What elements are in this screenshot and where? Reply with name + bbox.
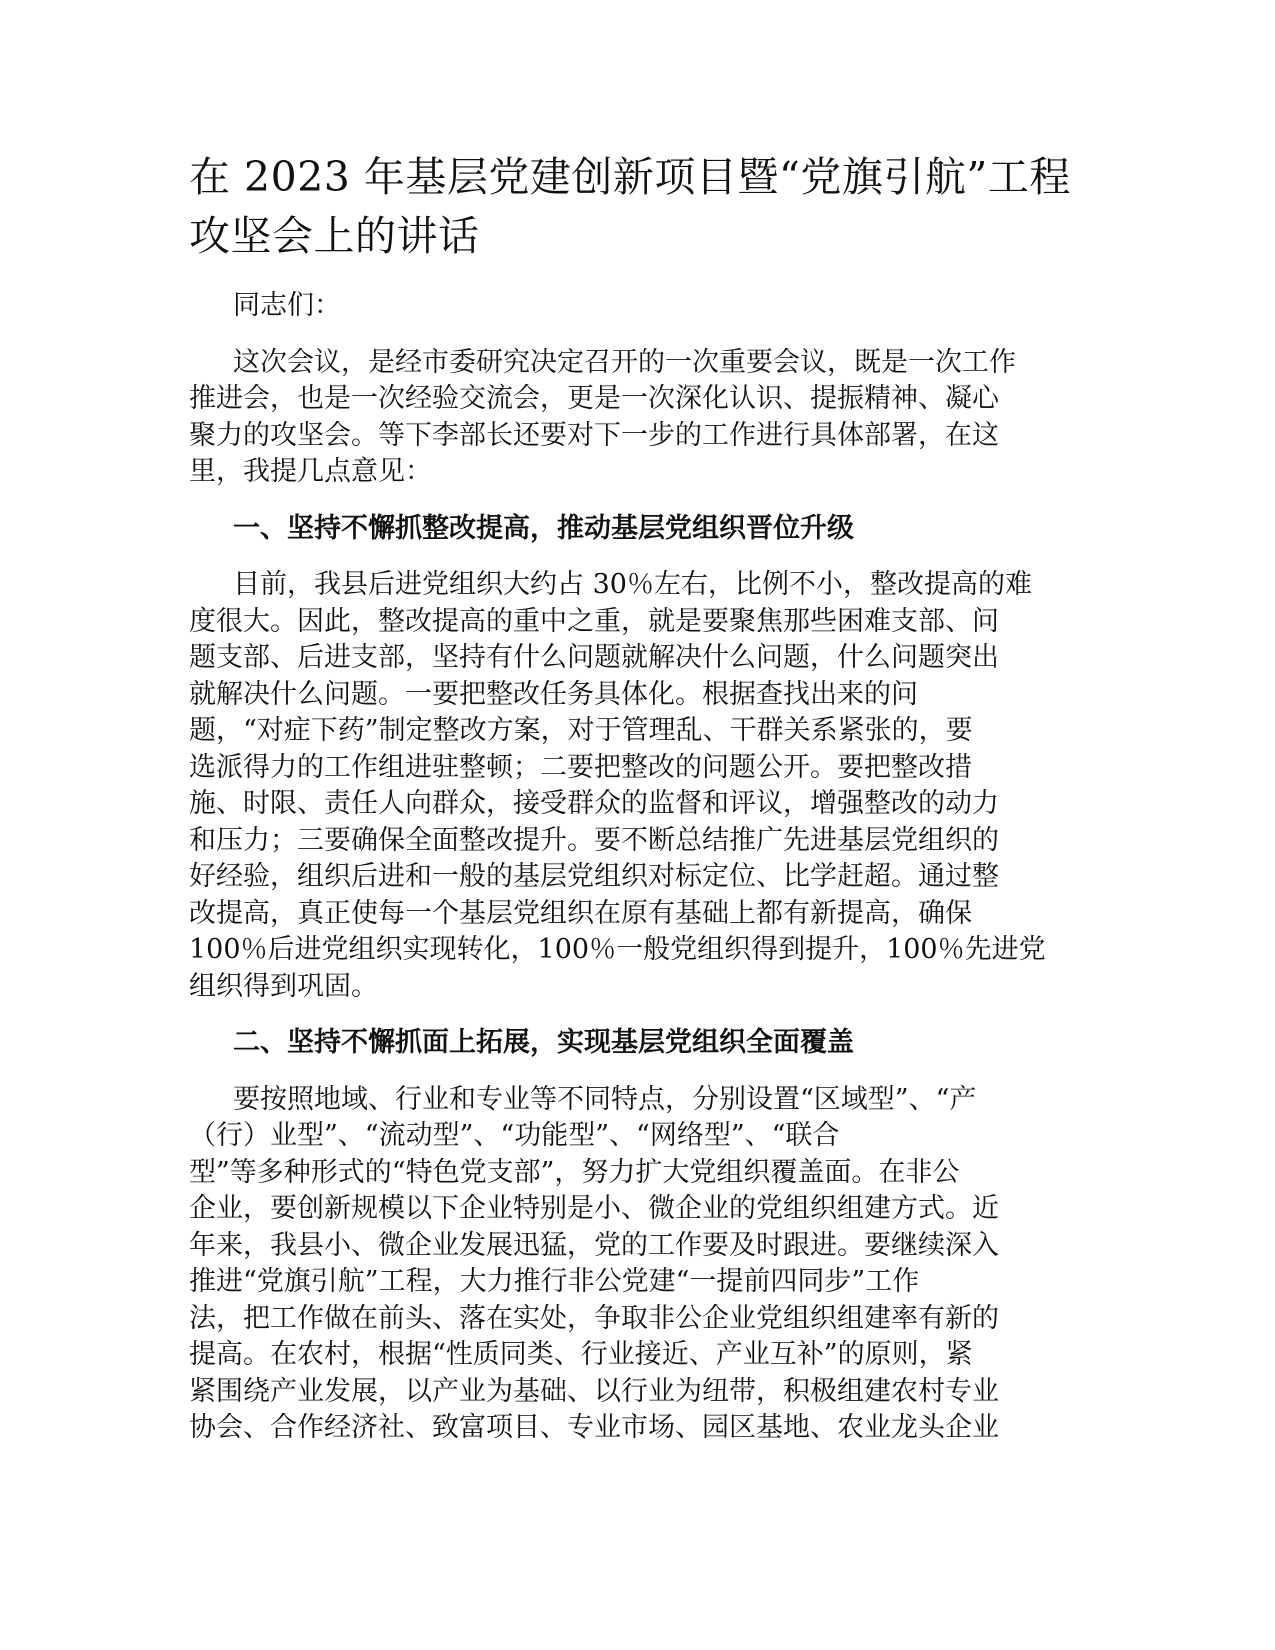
paragraph-line: 要按照地域、行业和专业等不同特点，分别设置“区域型”、“产 [233, 1083, 977, 1115]
paragraph-line: 紧围绕产业发展，以产业为基础、以行业为纽带，积极组建农村专业 [189, 1375, 999, 1407]
paragraph-line: 型”等多种形式的“特色党支部”，努力扩大党组织覆盖面。在非公 [189, 1156, 960, 1188]
section-2-paragraph [189, 1082, 1089, 1447]
title-line: 在 2023 年基层党建创新项目暨“党旗引航”工程 [189, 153, 1071, 201]
paragraph-line: 好经验，组织后进和一般的基层党组织对标定位、比学赶超。通过整 [189, 861, 999, 892]
paragraph-line: 推进会，也是一次经验交流会，更是一次深化认识、提振精神、凝心 [189, 383, 999, 414]
paragraph-line: 和压力；三要确保全面整改提升。要不断总结推广先进基层党组织的 [189, 824, 999, 856]
paragraph-line: 聚力的攻坚会。等下李部长还要对下一步的工作进行具体部署，在这 [189, 419, 999, 451]
paragraph-line: 推进“党旗引航”工程，大力推行非公党建“一提前四同步”工作 [189, 1266, 920, 1297]
paragraph-line: 题支部、后进支部，坚持有什么问题就解决什么问题，什么问题突出 [189, 642, 999, 673]
paragraph-line: 组织得到巩固。 [189, 970, 378, 1002]
intro-paragraph [189, 345, 1089, 491]
section-1-paragraph [189, 567, 1089, 1005]
paragraph-line: 企业，要创新规模以下企业特别是小、微企业的党组织组建方式。近 [189, 1193, 999, 1224]
paragraph-line: 协会、合作经济社、致富项目、专业市场、园区基地、农业龙头企业 [189, 1412, 999, 1443]
document-page [189, 148, 1089, 1467]
paragraph-line: 法，把工作做在前头、落在实处，争取非公企业党组织组建率有新的 [189, 1302, 999, 1334]
paragraph-line: 题，“对症下药”制定整改方案，对于管理乱、干群关系紧张的，要 [189, 715, 973, 746]
paragraph-line: 这次会议，是经市委研究决定召开的一次重要会议，既是一次工作 [233, 346, 1016, 378]
paragraph-line: 就解决什么问题。一要把整改任务具体化。根据查找出来的问 [189, 678, 918, 710]
paragraph-line: 改提高，真正使每一个基层党组织在原有基础上都有新提高，确保 [189, 897, 972, 929]
section-heading-2: 二、坚持不懈抓面上拓展，实现基层党组织全面覆盖 [233, 1027, 854, 1058]
paragraph-line: 度很大。因此，整改提高的重中之重，就是要聚焦那些困难支部、问 [189, 605, 999, 637]
document-title [189, 148, 1089, 266]
section-heading-1: 一、坚持不懈抓整改提高，推动基层党组织晋位升级 [233, 512, 854, 544]
paragraph-line: 年来，我县小、微企业发展迅猛，党的工作要及时跟进。要继续深入 [189, 1229, 999, 1261]
title-line: 攻坚会上的讲话 [189, 212, 480, 260]
greeting [189, 288, 1089, 325]
paragraph-line: 里，我提几点意见： [189, 456, 432, 487]
paragraph-line: 目前，我县后进党组织大约占 30％左右，比例不小，整改提高的难 [233, 569, 1032, 600]
greeting-text: 同志们： [233, 290, 341, 321]
paragraph-line: 施、时限、责任人向群众，接受群众的监督和评议，增强整改的动力 [189, 788, 999, 819]
paragraph-line: （行）业型”、“流动型”、“功能型”、“网络型”、“联合 [189, 1120, 840, 1151]
paragraph-line: 提高。在农村，根据“性质同类、行业接近、产业互补”的原则，紧 [189, 1339, 973, 1370]
paragraph-line: 选派得力的工作组进驻整顿；二要把整改的问题公开。要把整改措 [189, 751, 972, 783]
paragraph-line: 100％后进党组织实现转化，100％一般党组织得到提升，100％先进党 [189, 934, 1046, 965]
